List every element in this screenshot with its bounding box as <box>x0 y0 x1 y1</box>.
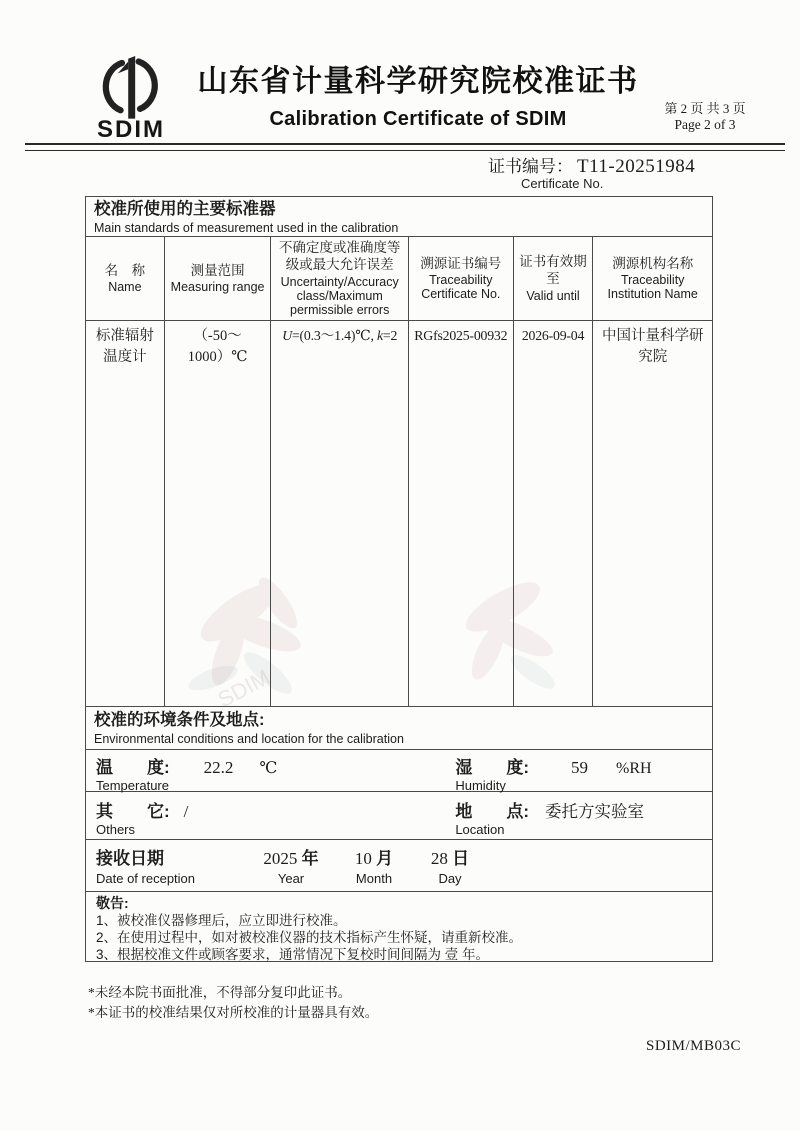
others-location-row <box>86 791 712 839</box>
column-range <box>164 237 271 706</box>
humidity-label: 湿 度: <box>455 758 529 777</box>
environment-title-en: Environmental conditions and location for the calibration <box>94 731 404 746</box>
reception-label-en: Date of reception <box>96 871 196 886</box>
reception-label: 接收日期 <box>96 849 164 868</box>
page-number <box>640 101 770 134</box>
others-field <box>86 797 455 839</box>
reception-day-col <box>412 844 488 891</box>
logo-text: SDIM <box>97 116 165 143</box>
others-label: 其 它: <box>96 802 170 821</box>
svg-text:SDIM: SDIM <box>213 664 274 713</box>
main-content-box <box>85 196 713 962</box>
certificate-number-sublabel: Certificate No. <box>521 176 604 191</box>
cell-standard-name: 标准辐射温度计 <box>95 328 154 366</box>
humidity-label-en: Humidity <box>455 778 506 793</box>
page-number-cn: 第 2 页 共 3 页 <box>664 101 746 116</box>
reception-day: 28 <box>430 849 448 868</box>
temperature-label: 温 度: <box>96 758 170 777</box>
form-code: SDIM/MB03C <box>646 1038 742 1054</box>
reception-month-en: Month <box>355 871 393 886</box>
reception-month: 10 <box>354 849 372 868</box>
footnote-line: *本证书的校准结果仅对所校准的计量器具有效。 <box>88 1004 379 1020</box>
others-label-en: Others <box>96 822 136 837</box>
cell-trace-cert-no: RGfs2025-00932 <box>414 328 508 343</box>
notice-section <box>86 891 712 963</box>
header-divider <box>25 143 785 151</box>
humidity-unit: %RH <box>616 760 652 777</box>
column-name <box>86 237 164 706</box>
location-field <box>455 797 712 839</box>
standards-section-title <box>86 197 712 237</box>
column-uncertainty <box>270 237 408 706</box>
sdim-logo-icon <box>92 56 170 120</box>
reception-year-unit: 年 <box>301 849 319 868</box>
footnotes <box>88 983 378 1022</box>
header-titles <box>188 64 648 131</box>
cell-uncertainty: U=(0.3～1.4)℃, k=2 <box>282 328 398 343</box>
reception-day-unit: 日 <box>452 849 470 868</box>
reception-label-col <box>96 844 246 891</box>
humidity-field <box>455 753 712 791</box>
notice-line: 1、被校准仪器修理后，应立即进行校准。 <box>96 913 347 928</box>
column-header-institution: 溯源机构名称 Traceability Institution Name <box>593 237 712 321</box>
reception-year-en: Year <box>277 871 305 886</box>
page-number-en: Page 2 of 3 <box>674 117 736 133</box>
reception-year-col <box>246 844 336 891</box>
column-trace-cert <box>408 237 513 706</box>
standards-title-en: Main standards of measurement used in the calibration <box>94 220 399 235</box>
reception-day-en: Day <box>438 871 462 886</box>
cell-measuring-range: （-50～ 1000）℃ <box>187 328 248 366</box>
page-title-en: Calibration Certificate of SDIM <box>269 108 567 130</box>
column-institution <box>592 237 712 706</box>
reception-date-row <box>86 839 712 891</box>
reception-month-unit: 月 <box>376 849 394 868</box>
sdim-logo <box>76 56 186 142</box>
humidity-value: 59 <box>571 758 588 777</box>
reception-month-col <box>336 844 412 891</box>
column-header-range: 测量范围 Measuring range <box>165 237 271 321</box>
location-value: 委托方实验室 <box>545 802 644 821</box>
footnote-line: *未经本院书面批准，不得部分复印此证书。 <box>88 985 352 1000</box>
temperature-label-en: Temperature <box>96 778 169 793</box>
certificate-number-label: 证书编号： <box>488 157 573 176</box>
page-title: 山东省计量科学研究院校准证书 <box>197 65 639 98</box>
others-value: / <box>183 802 189 821</box>
notice-title: 敬告: <box>96 895 129 911</box>
column-header-trace-cert: 溯源证书编号 Traceability Certificate No. <box>409 237 513 321</box>
notice-line: 2、在使用过程中，如对被校准仪器的技术指标产生怀疑，请重新校准。 <box>96 930 523 945</box>
environment-section-title <box>86 706 712 749</box>
temperature-field <box>86 753 455 791</box>
standards-table <box>86 237 712 706</box>
cell-valid-until: 2026-09-04 <box>521 328 585 343</box>
temperature-humidity-row <box>86 749 712 791</box>
location-label-en: Location <box>455 822 505 837</box>
column-header-valid-until: 证书有效期至 Valid until <box>514 237 593 321</box>
certificate-number <box>488 152 695 178</box>
reception-year: 2025 <box>263 849 298 868</box>
column-valid-until <box>513 237 593 706</box>
column-header-uncertainty: 不确定度或准确度等级或最大允许误差 Uncertainty/Accuracy class/Maximum permissible errors <box>271 237 408 321</box>
notice-line: 3、根据校准文件或顾客要求，通常情况下复校时间间隔为 壹 年。 <box>96 947 490 962</box>
cell-institution: 中国计量科学研究院 <box>601 328 704 366</box>
column-header-name: 名 称 Name <box>86 237 164 321</box>
certificate-number-value: T11-20251984 <box>577 156 696 177</box>
location-label: 地 点: <box>455 802 529 821</box>
standards-title-cn: 校准所使用的主要标准器 <box>94 200 276 218</box>
temperature-value: 22.2 <box>203 758 234 777</box>
environment-title-cn: 校准的环境条件及地点: <box>94 711 265 729</box>
temperature-unit: ℃ <box>259 760 278 777</box>
